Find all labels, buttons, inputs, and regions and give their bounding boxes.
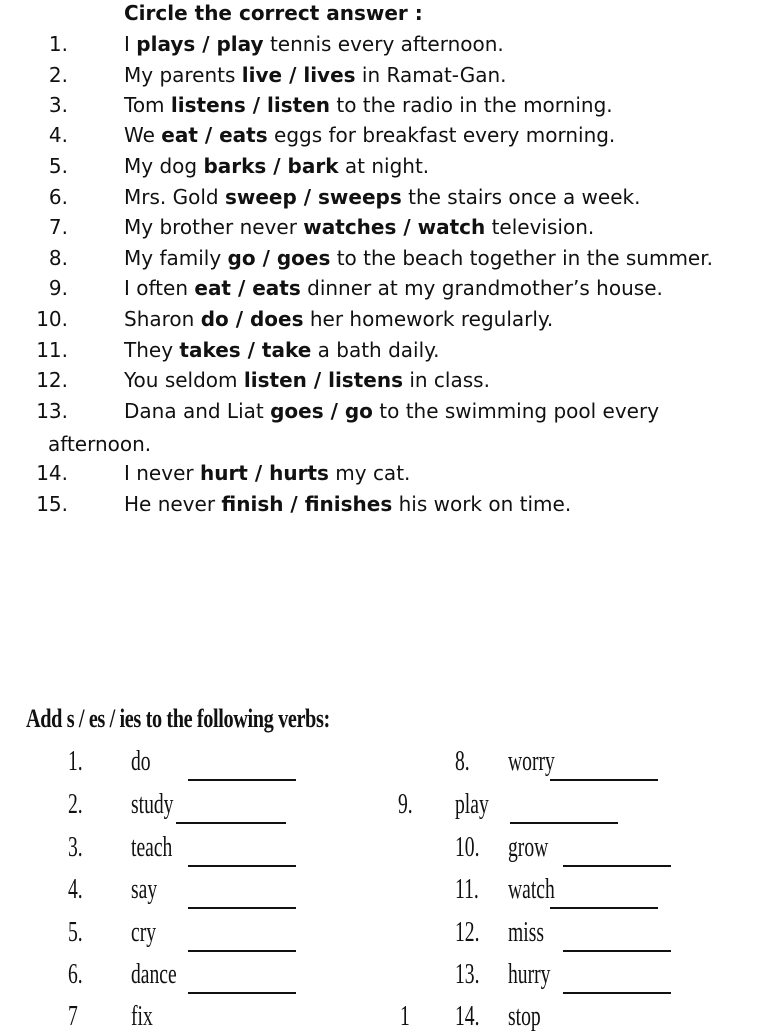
item-sentence <box>124 396 659 426</box>
sentence-start: They <box>124 338 180 362</box>
exercise-item <box>0 90 768 120</box>
exercise-item <box>0 489 768 519</box>
sentence-start: My dog <box>124 154 204 178</box>
sentence-start: I never <box>124 461 200 485</box>
item-number: 13. <box>455 959 480 990</box>
verb-choices[interactable]: live / lives <box>241 63 356 87</box>
item-number: 8. <box>48 246 68 270</box>
item-number: 9. <box>398 789 413 820</box>
verb-choices[interactable]: hurt / hurts <box>199 461 329 485</box>
verb-word: cry <box>131 917 157 948</box>
item-number: 2. <box>48 63 68 87</box>
stray-mark: 1 <box>400 1001 410 1032</box>
exercise-item <box>0 212 768 242</box>
sentence-end: his work on time. <box>392 492 572 516</box>
sentence-end: tennis every afternoon. <box>263 32 504 56</box>
item-number: 6. <box>68 959 83 990</box>
item-sentence <box>124 60 507 90</box>
sentence-end: my cat. <box>328 461 411 485</box>
sentence-start: We <box>124 123 162 147</box>
item-sentence <box>124 243 713 273</box>
item-number: 12. <box>36 368 68 392</box>
item-number: 13. <box>36 399 68 423</box>
verb-word: grow <box>508 832 549 863</box>
item-number: 4. <box>48 123 68 147</box>
item-number: 3. <box>68 832 83 863</box>
item-number: 1. <box>48 32 68 56</box>
sentence-end: dinner at my grandmother’s house. <box>300 276 663 300</box>
sentence-start: Tom <box>124 93 171 117</box>
item-sentence <box>124 489 571 519</box>
verb-word: watch <box>508 874 555 905</box>
sentence-end: at night. <box>338 154 430 178</box>
verb-word: fix <box>131 1001 153 1032</box>
verb-word: hurry <box>508 959 551 990</box>
item-sentence <box>124 212 594 242</box>
exercise-item <box>0 151 768 181</box>
answer-blank[interactable] <box>563 992 671 994</box>
answer-blank[interactable] <box>563 950 671 952</box>
verb-choices[interactable]: goes / go <box>270 399 373 423</box>
answer-blank[interactable] <box>188 992 296 994</box>
verb-word: play <box>455 789 489 820</box>
exercise-item <box>0 273 768 303</box>
verb-choices[interactable]: listens / listen <box>170 93 330 117</box>
answer-blank[interactable] <box>188 865 296 867</box>
item-number: 7. <box>48 215 68 239</box>
item-number: 5. <box>48 154 68 178</box>
exercise-item <box>0 182 768 212</box>
exercise-item <box>0 304 768 334</box>
sentence-start: Mrs. Gold <box>124 185 225 209</box>
exercise-item <box>0 243 768 273</box>
sentence-end: her homework regularly. <box>303 307 554 331</box>
verb-word: worry <box>508 746 555 777</box>
item-sentence <box>124 273 663 303</box>
item-number: 10. <box>36 307 68 331</box>
exercise-item <box>0 365 768 395</box>
item-sentence <box>124 304 553 334</box>
sentence-start: I <box>124 32 137 56</box>
sentence-end: in class. <box>402 368 490 392</box>
sentence-end: eggs for breakfast every morning. <box>267 123 616 147</box>
sentence-end: in Ramat-Gan. <box>355 63 507 87</box>
sentence-start: My brother never <box>124 215 304 239</box>
answer-blank[interactable] <box>188 907 296 909</box>
sentence-start: My family <box>124 246 228 270</box>
answer-blank[interactable] <box>510 822 618 824</box>
item-number: 11. <box>36 338 68 362</box>
item-sentence <box>124 365 490 395</box>
item-number: 14. <box>36 461 68 485</box>
answer-blank[interactable] <box>188 779 296 781</box>
item-number: 11. <box>455 874 479 905</box>
section2-title: Add s / es / ies to the following verbs: <box>26 704 330 733</box>
answer-blank[interactable] <box>550 907 658 909</box>
item-number: 12. <box>455 917 480 948</box>
exercise-item <box>0 396 768 426</box>
exercise-item <box>0 120 768 150</box>
section1-title: Circle the correct answer : <box>124 1 423 25</box>
item-number: 14. <box>455 1001 480 1032</box>
sentence-start: My parents <box>124 63 242 87</box>
verb-choices[interactable]: takes / take <box>179 338 312 362</box>
verb-choices[interactable]: barks / bark <box>203 154 339 178</box>
verb-choices[interactable]: finish / finishes <box>221 492 393 516</box>
answer-blank[interactable] <box>188 950 296 952</box>
sentence-start: I often <box>124 276 195 300</box>
verb-word: do <box>131 746 151 777</box>
answer-blank[interactable] <box>176 822 286 824</box>
sentence-start: You seldom <box>124 368 244 392</box>
verb-choices[interactable]: go / goes <box>227 246 331 270</box>
verb-word: stop <box>508 1001 541 1032</box>
verb-choices[interactable]: listen / listens <box>243 368 403 392</box>
item-number: 7 <box>68 1001 78 1032</box>
answer-blank[interactable] <box>563 865 671 867</box>
verb-choices[interactable]: do / does <box>200 307 304 331</box>
verb-choices[interactable]: sweep / sweeps <box>224 185 402 209</box>
item-number: 4. <box>68 874 83 905</box>
item-sentence <box>124 90 613 120</box>
item-13-continuation: afternoon. <box>48 432 152 456</box>
sentence-start: Dana and Liat <box>124 399 271 423</box>
sentence-end: a bath daily. <box>311 338 440 362</box>
exercise-item <box>0 335 768 365</box>
verb-choices[interactable]: watches / watch <box>303 215 486 239</box>
verb-choices[interactable]: eat / eats <box>161 123 268 147</box>
verb-choices[interactable]: plays / play <box>136 32 264 56</box>
verb-word: teach <box>131 832 173 863</box>
verb-word: study <box>131 789 174 820</box>
item-number: 10. <box>455 832 480 863</box>
sentence-end: television. <box>485 215 595 239</box>
item-sentence <box>124 151 429 181</box>
item-number: 8. <box>455 746 470 777</box>
sentence-end: to the beach together in the summer. <box>330 246 713 270</box>
item-sentence <box>124 335 440 365</box>
exercise-item <box>0 29 768 59</box>
item-number: 3. <box>48 93 68 117</box>
item-sentence <box>124 458 410 488</box>
item-number: 5. <box>68 917 83 948</box>
verb-word: dance <box>131 959 177 990</box>
item-sentence <box>124 182 640 212</box>
item-number: 1. <box>68 746 83 777</box>
verb-word: say <box>131 874 158 905</box>
verb-word: miss <box>508 917 544 948</box>
exercise-item <box>0 60 768 90</box>
sentence-end: the stairs once a week. <box>401 185 641 209</box>
item-number: 6. <box>48 185 68 209</box>
item-sentence <box>124 29 504 59</box>
item-number: 2. <box>68 789 83 820</box>
sentence-end: to the swimming pool every <box>372 399 660 423</box>
exercise-item <box>0 458 768 488</box>
item-sentence <box>124 120 615 150</box>
sentence-end: to the radio in the morning. <box>330 93 613 117</box>
sentence-start: He never <box>124 492 222 516</box>
item-number: 15. <box>36 492 68 516</box>
verb-choices[interactable]: eat / eats <box>194 276 301 300</box>
answer-blank[interactable] <box>550 779 658 781</box>
item-number: 9. <box>48 276 68 300</box>
sentence-start: Sharon <box>124 307 201 331</box>
